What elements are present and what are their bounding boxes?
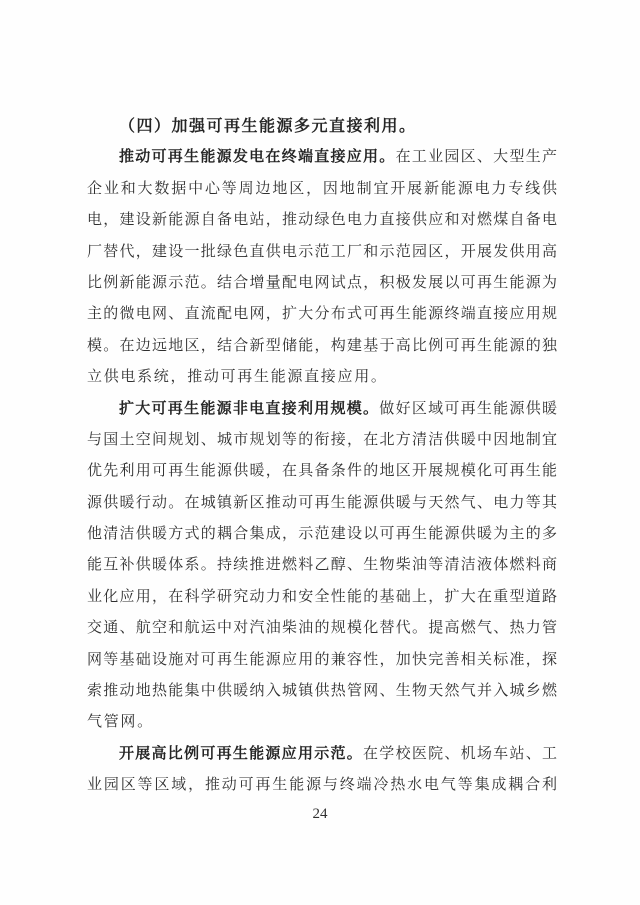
bold-lead-text: 扩大可再生能源非电直接利用规模。 xyxy=(119,400,380,417)
text-line xyxy=(87,739,557,770)
text-line xyxy=(87,237,557,268)
body-text: 气管网。 xyxy=(87,714,154,731)
body-text: 电，建设新能源自备电站，推动绿色电力直接供应和对燃煤自备电 xyxy=(87,212,557,229)
body-text: 网等基础设施对可再生能源应用的兼容性，加快完善相关标准，探 xyxy=(87,651,557,668)
text-line xyxy=(87,394,557,425)
body-text: 立供电系统，推动可再生能源直接应用。 xyxy=(87,369,388,386)
text-line xyxy=(87,645,557,676)
text-line xyxy=(87,707,557,738)
text-line xyxy=(87,456,557,487)
section-heading: （四）加强可再生能源多元直接利用。 xyxy=(119,118,417,135)
body-text: 业园区等区域，推动可再生能源与终端冷热水电气等集成耦合利 xyxy=(87,777,557,794)
body-text: 源供暖行动。在城镇新区推动可再生能源供暖与天然气、电力等其 xyxy=(87,494,557,511)
body-text: 索推动地热能集中供暖纳入城镇供热管网、生物天然气并入城乡燃 xyxy=(87,683,557,700)
page-number: 24 xyxy=(312,806,328,822)
text-line xyxy=(87,362,557,393)
body-text: 主的微电网、直流配电网，扩大分布式可再生能源终端直接应用规 xyxy=(87,306,557,323)
text-line xyxy=(87,174,557,205)
body-text: 与国土空间规划、城市规划等的衔接，在北方清洁供暖中因地制宜 xyxy=(87,431,557,448)
body-text: 模。在边远地区，结合新型储能，构建基于高比例可再生能源的独 xyxy=(87,337,557,354)
text-line xyxy=(87,331,557,362)
text-line xyxy=(87,550,557,581)
text-line xyxy=(87,676,557,707)
body-text: 业化应用，在科学研究动力和安全性能的基础上，扩大在重型道路 xyxy=(87,588,557,605)
body-text: 他清洁供暖方式的耦合集成，示范建设以可再生能源供暖为主的多 xyxy=(87,526,557,543)
text-line xyxy=(87,299,557,330)
text-line xyxy=(87,582,557,613)
text-line xyxy=(87,268,557,299)
body-text: 企业和大数据中心等周边地区，因地制宜开展新能源电力专线供 xyxy=(87,180,557,197)
body-text: 做好区域可再生能源供暖 xyxy=(379,400,557,417)
body-text: 在工业园区、大型生产 xyxy=(395,149,557,166)
body-text: 厂替代，建设一批绿色直供电示范工厂和示范园区，开展发供用高 xyxy=(87,243,557,260)
body-text: 交通、航空和航运中对汽油柴油的规模化替代。提高燃气、热力管 xyxy=(87,620,557,637)
text-line xyxy=(87,425,557,456)
body-text: 优先利用可再生能源供暖，在具备条件的地区开展规模化可再生能 xyxy=(87,463,557,480)
text-line xyxy=(87,488,557,519)
bold-lead-text: 推动可再生能源发电在终端直接应用。 xyxy=(119,149,396,166)
bold-lead-text: 开展高比例可再生能源应用示范。 xyxy=(119,745,364,762)
body-text: 能互补供暖体系。持续推进燃料乙醇、生物柴油等清洁液体燃料商 xyxy=(87,557,557,574)
text-line xyxy=(87,770,557,801)
text-line xyxy=(87,519,557,550)
body-text: 比例新能源示范。结合增量配电网试点，积极发展以可再生能源为 xyxy=(87,274,557,291)
text-line xyxy=(87,613,557,644)
document-body xyxy=(87,111,557,802)
body-text: 在学校医院、机场车站、工 xyxy=(363,745,557,762)
paragraphs-container xyxy=(87,142,557,801)
text-line xyxy=(87,205,557,236)
text-line xyxy=(87,142,557,173)
